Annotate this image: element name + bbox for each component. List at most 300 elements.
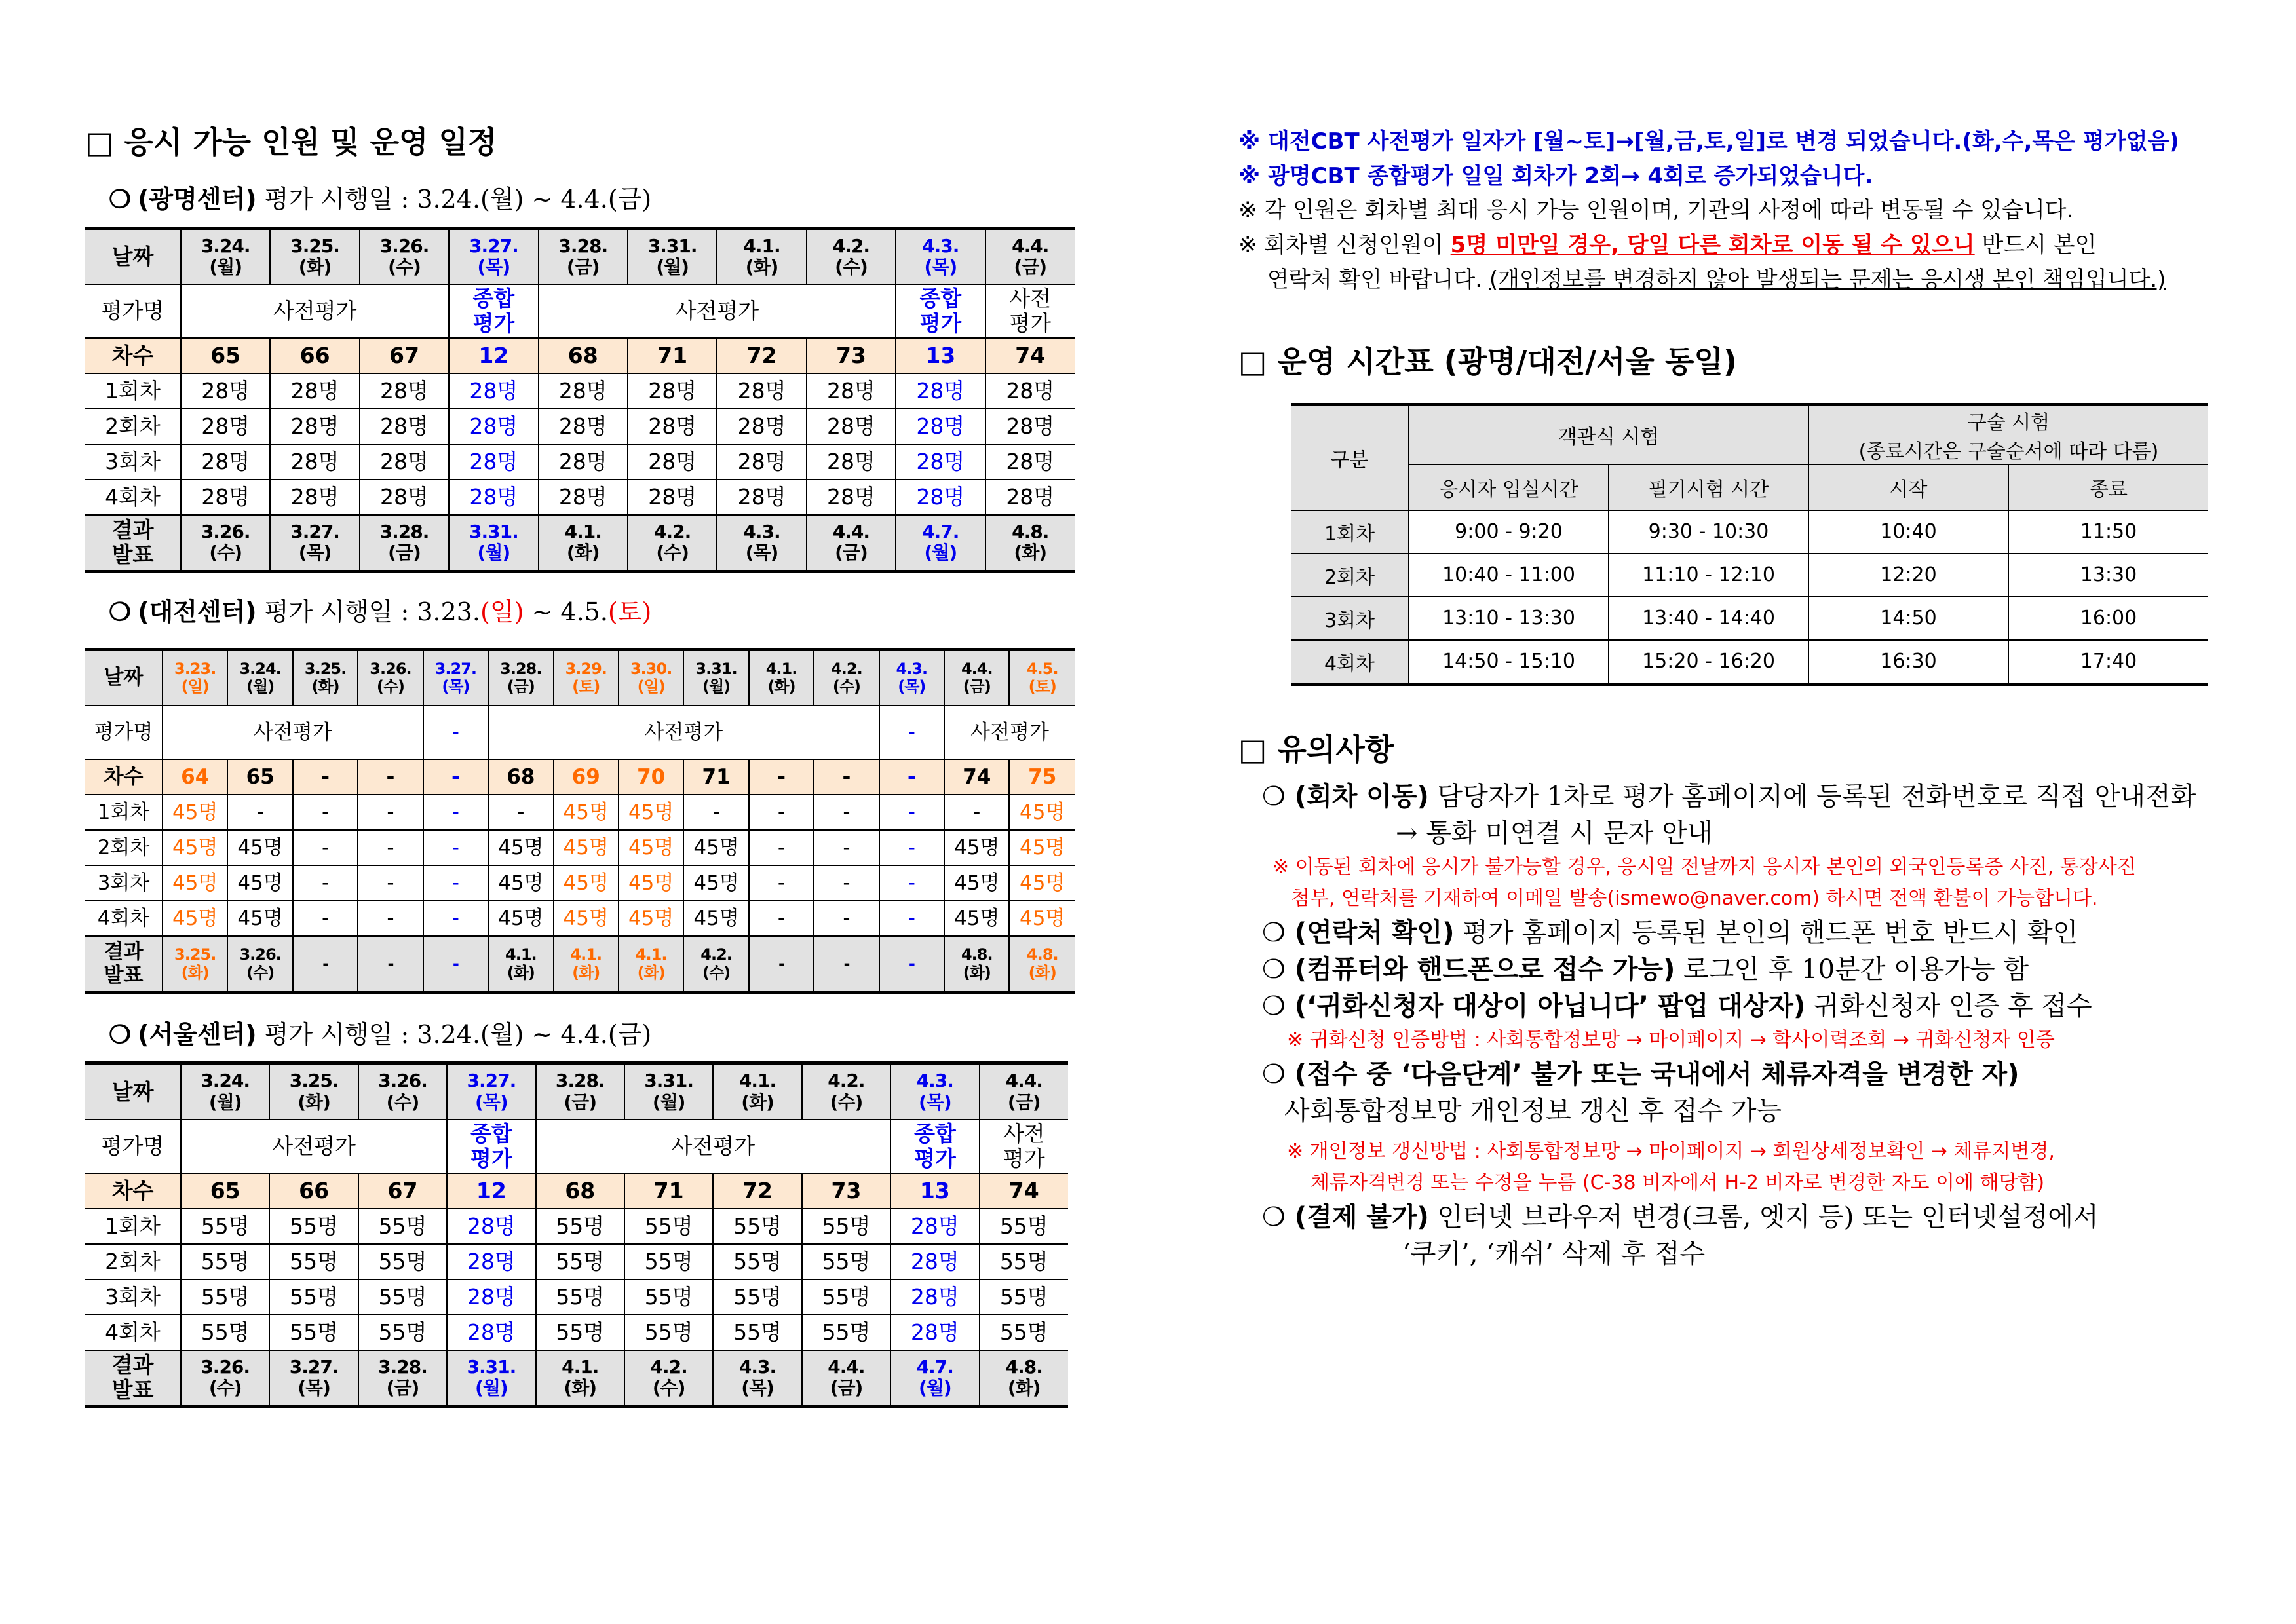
capacity-cell: 45명 (944, 901, 1009, 936)
exam-name-pre: 사전평가 (181, 1120, 447, 1173)
result-cell (163, 936, 227, 992)
subtitle-seoul (85, 1018, 1075, 1051)
exam-name-pre: 사전평가 (163, 706, 423, 759)
capacity-cell: 55명 (269, 1244, 358, 1279)
capacity-cell: 55명 (536, 1209, 624, 1244)
capacity-cell: - (749, 795, 814, 830)
line-1: 4.1. (570, 945, 602, 964)
line-2: (화) (297, 1091, 330, 1113)
date-cell (358, 1063, 447, 1120)
caution-info-update-2: 체류자격변경 또는 수정을 누름 (C-38 비자에서 H-2 비자로 변경한 자도 이에 해당함) (1311, 1171, 2045, 1194)
line-1: 결과 (111, 517, 154, 543)
notices (1238, 124, 2221, 297)
round-cell: 73 (807, 338, 896, 373)
date-row (85, 649, 1075, 706)
capacity-cell: 55명 (980, 1209, 1068, 1244)
round-cell: - (879, 759, 944, 795)
date-cell (536, 1063, 624, 1120)
capacity-cell: 55명 (802, 1315, 890, 1350)
round-cell: - (814, 759, 879, 795)
date-cell (227, 649, 292, 706)
line-1: 3.25. (289, 1070, 339, 1092)
line-1: 3.25. (304, 659, 347, 678)
tt-head-objective: 객관식 시험 (1409, 404, 1808, 464)
caution-item-next-step (1238, 1056, 2221, 1093)
exam-name-row (85, 1120, 1068, 1173)
line-2: 발표 (104, 963, 144, 987)
capacity-cell: 55명 (181, 1279, 269, 1315)
label-result (85, 936, 163, 992)
line-1: 4.1. (743, 235, 780, 257)
capacity-cell: 28명 (270, 444, 359, 480)
result-cell (980, 1350, 1068, 1407)
result-cell (270, 515, 359, 571)
capacity-cell: 55명 (536, 1315, 624, 1350)
line-2: (화) (507, 963, 535, 982)
tt-session-label: 1회차 (1291, 510, 1409, 554)
session-row (85, 444, 1075, 480)
line-2: (화) (572, 963, 600, 982)
tt-time-cell: 13:40 - 14:40 (1609, 597, 1808, 640)
result-cell (554, 936, 619, 992)
label-round: 차수 (85, 759, 163, 795)
capacity-cell: - (879, 830, 944, 865)
notice-capacity: ※ 각 인원은 회차별 최대 응시 가능 인원이며, 기관의 사정에 따라 변동될 수 있습니다. (1238, 197, 2074, 224)
line-1: 4.8. (1005, 1355, 1043, 1378)
capacity-cell: 28명 (717, 373, 806, 409)
line-2: (목) (298, 542, 332, 564)
label-result (85, 1350, 181, 1407)
round-cell: 71 (683, 759, 748, 795)
table-gwangmyeong-wrap (85, 227, 1075, 573)
exam-name-pre: 사전평가 (536, 1120, 891, 1173)
capacity-cell: 55명 (536, 1244, 624, 1279)
line-1: 4.4. (961, 659, 993, 678)
result-cell (360, 515, 449, 571)
line-2: (월) (656, 255, 689, 278)
line-2: (목) (297, 1377, 330, 1399)
result-cell (807, 515, 896, 571)
result-row (85, 936, 1075, 992)
capacity-cell: - (358, 901, 423, 936)
caution-item-naturalization (1238, 988, 2221, 1025)
caution-text: 담당자가 1차로 평가 홈페이지에 등록된 전화번호로 직접 안내전화 (1428, 781, 2196, 812)
line-1: 4.4. (1012, 235, 1049, 257)
round-cell: - (423, 759, 488, 795)
notice-move-c: 반드시 본인 (1974, 232, 2097, 259)
round-cell: 71 (624, 1173, 713, 1209)
line-1: 3.26. (201, 1355, 250, 1378)
tt-session-label: 2회차 (1291, 554, 1409, 597)
line-2: (월) (918, 1377, 951, 1399)
line-2: (금) (1007, 1091, 1041, 1113)
capacity-cell: 55명 (269, 1315, 358, 1350)
round-cell: 12 (447, 1173, 535, 1209)
tt-time-cell: 12:20 (1808, 554, 2008, 597)
line-1: 3.28. (379, 521, 429, 543)
timetable-row (1291, 640, 2208, 685)
line-1: 3.28. (555, 1070, 605, 1092)
capacity-cell: 55명 (269, 1279, 358, 1315)
line-1: 3.27. (290, 521, 339, 543)
line-2: (수) (246, 963, 275, 982)
tt-time-cell: 9:30 - 10:30 (1609, 510, 1808, 554)
line-2: (수) (832, 677, 860, 696)
caution-text: 로그인 후 10분간 이용가능 함 (1675, 954, 2029, 985)
caution-info-update-1: ※ 개인정보 갱신방법 : 사회통합정보망 → 마이페이지 → 회원상세정보확인 → 체류지변경, (1287, 1139, 2055, 1163)
line-1: 4.8. (1026, 945, 1058, 964)
capacity-cell: 28명 (449, 373, 538, 409)
capacity-cell: 28명 (985, 444, 1075, 480)
line-2: (목) (741, 1377, 774, 1399)
line-1: 4.1. (738, 1070, 776, 1092)
round-cell: 13 (890, 1173, 979, 1209)
line-1: 3.31. (695, 659, 737, 678)
line-1: 4.3. (896, 659, 928, 678)
result-cell (814, 936, 879, 992)
round-cell: 67 (360, 338, 449, 373)
capacity-cell: 28명 (360, 444, 449, 480)
capacity-cell: - (749, 865, 814, 901)
line-2: 평가 (472, 311, 515, 337)
line-1: - (778, 954, 784, 973)
session-label: 3회차 (85, 865, 163, 901)
line-2: (월) (924, 542, 957, 564)
date-cell (749, 649, 814, 706)
session-row (85, 865, 1075, 901)
capacity-cell: 55명 (358, 1279, 447, 1315)
capacity-cell: 28명 (539, 409, 628, 444)
caution-item-device (1238, 951, 2221, 988)
capacity-cell: 28명 (896, 480, 985, 515)
session-label: 1회차 (85, 795, 163, 830)
line-1: 4.5. (1026, 659, 1058, 678)
session-row (85, 830, 1075, 865)
line-1: 4.4. (828, 1355, 865, 1378)
line-2: 평가 (919, 311, 962, 337)
result-cell (293, 936, 358, 992)
capacity-cell: 28명 (628, 444, 717, 480)
line-1: 4.2. (700, 945, 732, 964)
capacity-cell: 55명 (624, 1244, 713, 1279)
date-cell (447, 1063, 535, 1120)
result-cell (890, 1350, 979, 1407)
line-1: 종합 (913, 1120, 956, 1146)
capacity-cell: 45명 (163, 865, 227, 901)
capacity-cell: 45명 (227, 865, 292, 901)
tt-time-cell: 11:10 - 12:10 (1609, 554, 1808, 597)
round-row (85, 759, 1075, 795)
round-row (85, 1173, 1068, 1209)
session-row (85, 409, 1075, 444)
line-1: 4.1. (564, 521, 602, 543)
caution-naturalization-method: ※ 귀화신청 인증방법 : 사회통합정보망 → 마이페이지 → 학사이력조회 → 귀화신청자 인증 (1287, 1028, 2055, 1051)
result-row (85, 1350, 1068, 1407)
capacity-cell: 45명 (683, 830, 748, 865)
tt-sub-written: 필기시험 시간 (1609, 464, 1808, 510)
capacity-cell: 28명 (717, 480, 806, 515)
capacity-cell: 45명 (163, 795, 227, 830)
line-2: (월) (209, 255, 242, 278)
line-2: 평가 (1003, 1145, 1045, 1171)
capacity-cell: 45명 (488, 865, 553, 901)
center-name: (광명센터) (138, 185, 257, 214)
capacity-cell: - (879, 901, 944, 936)
label-exam-name: 평가명 (85, 284, 181, 338)
capacity-cell: 55명 (624, 1279, 713, 1315)
capacity-cell: 45명 (227, 830, 292, 865)
capacity-cell: - (488, 795, 553, 830)
result-cell (269, 1350, 358, 1407)
table-daejeon (85, 648, 1075, 994)
label-date: 날짜 (85, 649, 163, 706)
caution-refund-2: 첨부, 연락처를 기재하여 이메일 발송(ismewo@naver.com) 하시면 전액 환불이 가능합니다. (1291, 886, 2098, 910)
capacity-cell: 28명 (896, 444, 985, 480)
capacity-cell: 55명 (624, 1315, 713, 1350)
line-2: (화) (298, 255, 332, 278)
capacity-cell: - (423, 901, 488, 936)
capacity-cell: - (879, 795, 944, 830)
capacity-cell: - (749, 901, 814, 936)
capacity-cell: 45명 (554, 795, 619, 830)
line-1: 종합 (919, 286, 962, 312)
result-cell (619, 936, 683, 992)
line-2: (목) (898, 677, 926, 696)
bullet-icon: ❍ (109, 1019, 132, 1049)
tt-time-cell: 16:30 (1808, 640, 2008, 685)
line-1: 3.27. (434, 659, 477, 678)
line-2: (수) (388, 255, 421, 278)
line-1: 4.8. (961, 945, 993, 964)
line-2: 평가 (470, 1145, 512, 1171)
capacity-cell: 28명 (181, 373, 270, 409)
line-2: (화) (1007, 1377, 1041, 1399)
line-2: (목) (745, 542, 778, 564)
caution-label: ❍ (결제 불가) (1262, 1201, 1429, 1232)
line-2: (목) (924, 255, 957, 278)
right-column (1238, 124, 2221, 1272)
capacity-cell: - (749, 830, 814, 865)
table-daejeon-wrap (85, 648, 1075, 994)
tt-time-cell: 14:50 (1808, 597, 2008, 640)
capacity-cell: 28명 (628, 373, 717, 409)
capacity-cell: 45명 (944, 865, 1009, 901)
round-cell: 68 (488, 759, 553, 795)
label-date: 날짜 (85, 228, 181, 284)
capacity-cell: 55명 (713, 1209, 801, 1244)
left-column (85, 124, 1075, 1408)
tt-head-oral-note: (종료시간은 구술순서에 따라 다름) (1858, 440, 2159, 463)
session-label: 1회차 (85, 373, 181, 409)
tt-time-cell: 17:40 (2008, 640, 2208, 685)
line-1: 종합 (472, 286, 515, 312)
capacity-cell: 45명 (944, 830, 1009, 865)
caution-label: ❍ (‘귀화신청자 대상이 아닙니다’ 팝업 대상자) (1262, 991, 1806, 1021)
caution-item-move-sub: → 통화 미연결 시 문자 안내 (1396, 818, 1713, 848)
line-2: (목) (442, 677, 470, 696)
timetable-wrap (1291, 403, 2208, 686)
round-cell: 67 (358, 1173, 447, 1209)
date-cell (985, 228, 1075, 284)
capacity-cell: 28명 (896, 373, 985, 409)
capacity-cell: 55명 (802, 1244, 890, 1279)
tt-sub-end: 종료 (2008, 464, 2208, 510)
capacity-cell: 55명 (358, 1209, 447, 1244)
line-1: 3.31. (469, 521, 518, 543)
line-2: (월) (475, 1377, 508, 1399)
capacity-cell: 28명 (896, 409, 985, 444)
section-title-timetable: □ 운영 시간표 (광명/대전/서울 동일) (1238, 344, 1737, 380)
round-cell: 66 (269, 1173, 358, 1209)
table-gwangmyeong (85, 227, 1075, 573)
round-cell: 12 (449, 338, 538, 373)
result-cell (802, 1350, 890, 1407)
line-2: (목) (475, 1091, 508, 1113)
line-2: (월) (702, 677, 731, 696)
line-1: 4.7. (916, 1355, 953, 1378)
date-row (85, 228, 1075, 284)
result-cell (717, 515, 806, 571)
line-2: (화) (745, 255, 778, 278)
caution-text: 평가 홈페이지 등록된 본인의 핸드폰 번호 반드시 확인 (1454, 917, 2078, 948)
exam-name-dash: - (423, 706, 488, 759)
session-row (85, 1244, 1068, 1279)
caution-item-payment (1238, 1199, 2221, 1236)
tt-time-cell: 10:40 (1808, 510, 2008, 554)
round-cell: 74 (985, 338, 1075, 373)
tt-session-label: 4회차 (1291, 640, 1409, 685)
capacity-cell: 45명 (683, 901, 748, 936)
center-name: (대전센터) (138, 597, 257, 626)
line-2: (금) (1014, 255, 1047, 278)
capacity-cell: 28명 (360, 373, 449, 409)
tt-head-oral (1808, 404, 2208, 464)
line-2: (화) (741, 1091, 774, 1113)
line-1: 3.27. (469, 235, 518, 257)
capacity-cell: 28명 (539, 480, 628, 515)
line-1: 3.24. (201, 1070, 250, 1092)
date-cell (449, 228, 538, 284)
caution-refund-1: ※ 이동된 회차에 응시가 불가능할 경우, 응시일 전날까지 응시자 본인의 외국인등록증 사진, 통장사진 (1272, 855, 2136, 878)
date-cell (360, 228, 449, 284)
date-cell (713, 1063, 801, 1120)
label-round: 차수 (85, 338, 181, 373)
round-cell: 73 (802, 1173, 890, 1209)
date-cell (1009, 649, 1075, 706)
capacity-cell: 28명 (807, 409, 896, 444)
round-cell: 65 (181, 1173, 269, 1209)
label-exam-name: 평가명 (85, 1120, 181, 1173)
line-1: 4.2. (650, 1355, 687, 1378)
tt-time-cell: 13:30 (2008, 554, 2208, 597)
capacity-cell: 28명 (360, 480, 449, 515)
date-cell (293, 649, 358, 706)
exam-name-pre: 사전평가 (944, 706, 1075, 759)
capacity-cell: 45명 (683, 865, 748, 901)
result-cell (181, 515, 270, 571)
result-cell (358, 1350, 447, 1407)
result-cell (536, 1350, 624, 1407)
notice-contact-underline: (개인정보를 변경하지 않아 발생되는 문제는 응시생 본인 책임입니다.) (1489, 266, 2166, 293)
capacity-cell: 55명 (536, 1279, 624, 1315)
capacity-cell: 45명 (619, 865, 683, 901)
session-row (85, 795, 1075, 830)
caution-label: ❍ (접수 중 ‘다음단계’ 불가 또는 국내에서 체류자격을 변경한 자) (1262, 1059, 2019, 1089)
line-2: (목) (918, 1091, 951, 1113)
capacity-cell: 45명 (488, 901, 553, 936)
date-cell (814, 649, 879, 706)
label-round: 차수 (85, 1173, 181, 1209)
line-2: 발표 (111, 542, 154, 568)
line-1: 4.2. (828, 1070, 865, 1092)
capacity-cell: 55명 (713, 1315, 801, 1350)
line-2: (금) (566, 255, 600, 278)
round-cell: 69 (554, 759, 619, 795)
subtitle-daejeon (85, 595, 1075, 628)
tt-sub-entry: 응시자 입실시간 (1409, 464, 1609, 510)
capacity-cell: 28명 (270, 373, 359, 409)
capacity-cell: - (293, 865, 358, 901)
label-result (85, 515, 181, 571)
exam-name-dash: - (879, 706, 944, 759)
capacity-cell: 28명 (181, 444, 270, 480)
line-1: 3.31. (467, 1355, 516, 1378)
round-cell: 75 (1009, 759, 1075, 795)
date-cell (807, 228, 896, 284)
session-row (85, 901, 1075, 936)
line-1: 3.24. (239, 659, 281, 678)
capacity-cell: 55명 (713, 1279, 801, 1315)
session-label: 2회차 (85, 830, 163, 865)
round-cell: 66 (270, 338, 359, 373)
capacity-cell: 55명 (358, 1315, 447, 1350)
line-1: 3.24. (201, 235, 250, 257)
date-cell (717, 228, 806, 284)
capacity-cell: 28명 (807, 373, 896, 409)
capacity-cell: - (814, 795, 879, 830)
capacity-cell: 28명 (449, 444, 538, 480)
line-1: 3.26. (370, 659, 411, 678)
line-2: (월) (208, 1091, 242, 1113)
date-cell (269, 1063, 358, 1120)
caution-item-move (1238, 778, 2221, 815)
tt-head-oral-title: 구술 시험 (1967, 411, 2050, 434)
capacity-cell: 55명 (802, 1279, 890, 1315)
capacity-cell: 55명 (358, 1244, 447, 1279)
capacity-cell: 28명 (360, 409, 449, 444)
capacity-cell: - (814, 901, 879, 936)
round-cell: 74 (980, 1173, 1068, 1209)
capacity-cell: 55명 (624, 1209, 713, 1244)
line-2: (수) (835, 255, 868, 278)
capacity-cell: 45명 (163, 830, 227, 865)
tt-time-cell: 15:20 - 16:20 (1609, 640, 1808, 685)
period-text-d: (토) (607, 597, 652, 626)
line-1: 4.1. (505, 945, 537, 964)
line-1: 사전 (1003, 1120, 1045, 1146)
notice-contact-a: 연락처 확인 바랍니다. (1267, 266, 1489, 293)
center-name: (서울센터) (138, 1019, 257, 1049)
round-cell: 72 (713, 1173, 801, 1209)
result-cell (447, 1350, 535, 1407)
session-label: 1회차 (85, 1209, 181, 1244)
label-date: 날짜 (85, 1063, 181, 1120)
session-label: 3회차 (85, 1279, 181, 1315)
session-label: 4회차 (85, 1315, 181, 1350)
round-cell: 64 (163, 759, 227, 795)
line-1: 4.1. (635, 945, 667, 964)
capacity-cell: 28명 (449, 480, 538, 515)
